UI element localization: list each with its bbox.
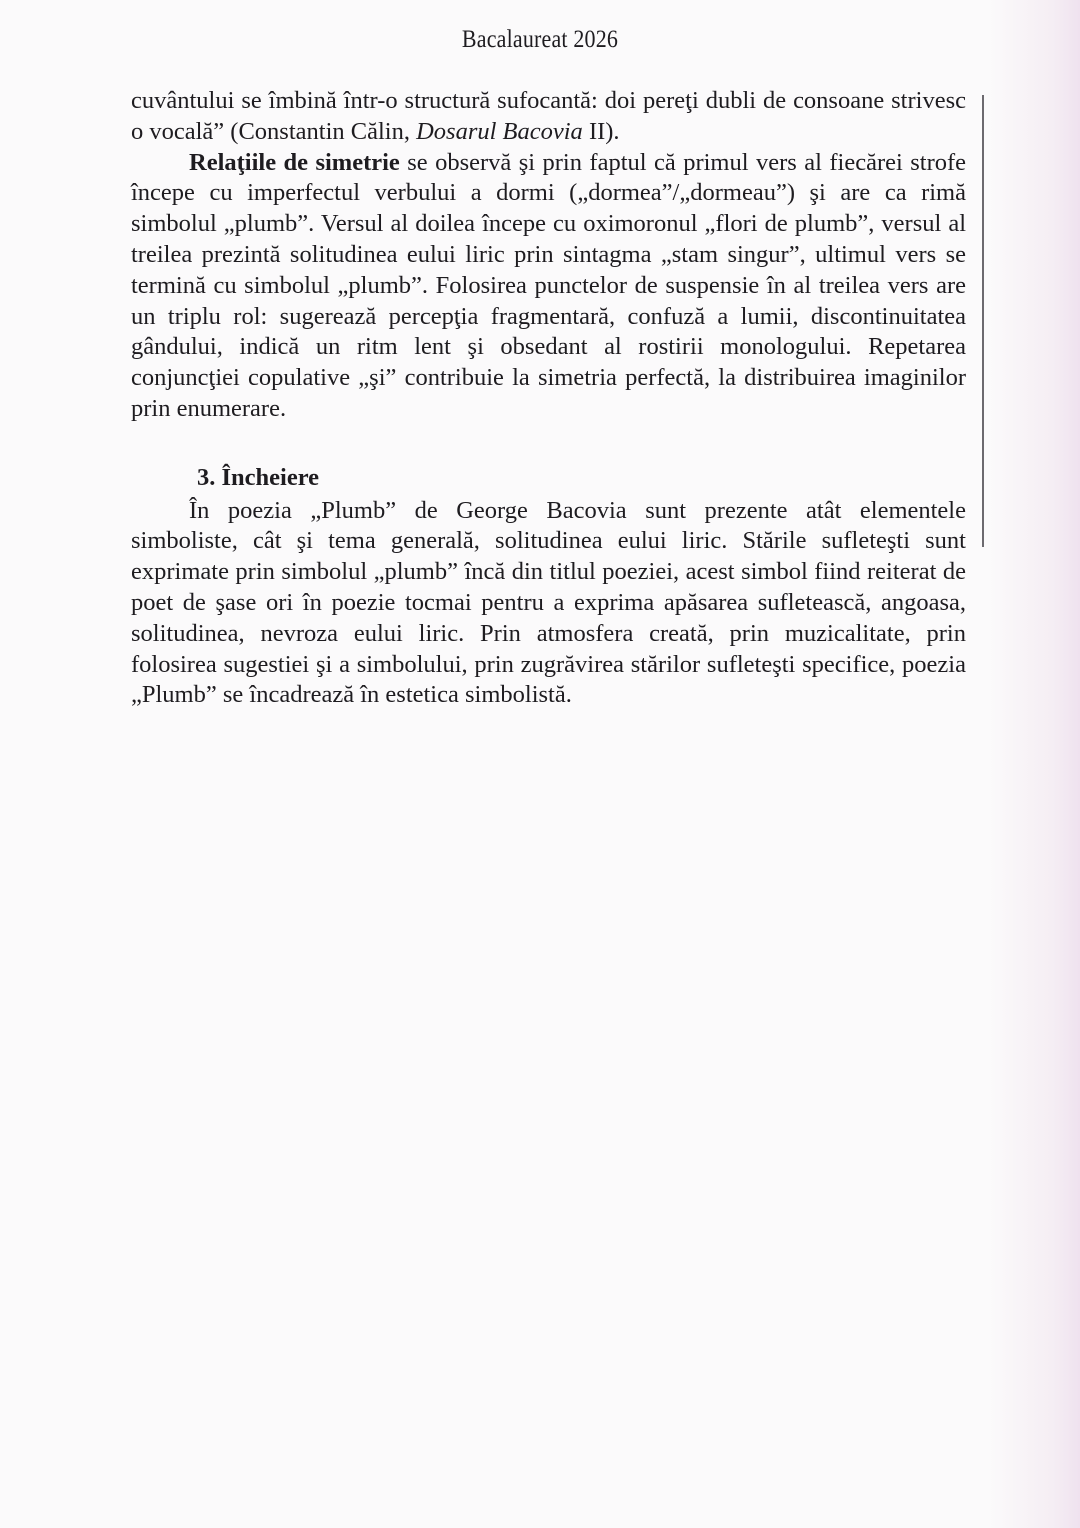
page-edge-shadow	[988, 0, 1080, 1528]
page-body	[131, 86, 966, 711]
paragraph-symmetry	[131, 148, 966, 425]
quote-text: cuvântului se îmbină într-o structură sufocantă: doi pereţi dubli de consoane strivesc o vocală” (Constantin Călin,	[131, 87, 966, 145]
paragraph-quote-continuation	[131, 86, 966, 148]
paragraph-conclusion: În poezia „Plumb” de George Bacovia sunt prezente atât elementele simboliste, cât şi tema generală, solitudinea eului liric. Stările sufleteşti sunt exprimate prin simbolul „plumb” încă din titlul poeziei, acest simbol fiind reiterat de poet de şase ori în poezie tocmai pentru a exprima apăsarea sufletească, angoasa, solitudinea, nevroza eului liric. Prin atmosfera creată, prin muzicalitate, prin folosirea sugestiei şi a simbolului, prin zugrăvirea stărilor sufleteşti specifice, poezia „Plumb” se încadrează în estetica simbolistă.	[131, 496, 966, 709]
symmetry-text: se observă şi prin faptul că primul vers al fiecărei strofe începe cu imperfectul verbului a dormi („dormea”/„dormeau”) şi are ca rimă simbolul „plumb”. Versul al doilea începe cu oximoronul „flori de plumb”, versul al treilea prezintă solitudinea eului liric prin sintagma „stam singur”, ultimul vers se termină cu simbolul „plumb”. Folosirea punctelor de suspensie în al treilea vers are un triplu rol: sugerează percepţia fragmentară, confuză a lumii, discontinuitatea gândului, indică un ritm lent şi obsedant al rostirii monologului. Repetarea conjuncţiei copulative „şi” contribuie la simetria perfectă, la distribuirea imaginilor prin enumerare.	[131, 148, 967, 422]
symmetry-lead-term: Relaţiile de simetrie	[189, 148, 400, 176]
quote-citation-end: II).	[582, 117, 620, 145]
book-title: Dosarul Bacovia	[416, 117, 583, 145]
margin-line	[982, 95, 984, 547]
running-header: Bacalaureat 2026	[461, 26, 619, 53]
section-heading-conclusion: 3. Încheiere	[197, 463, 320, 491]
